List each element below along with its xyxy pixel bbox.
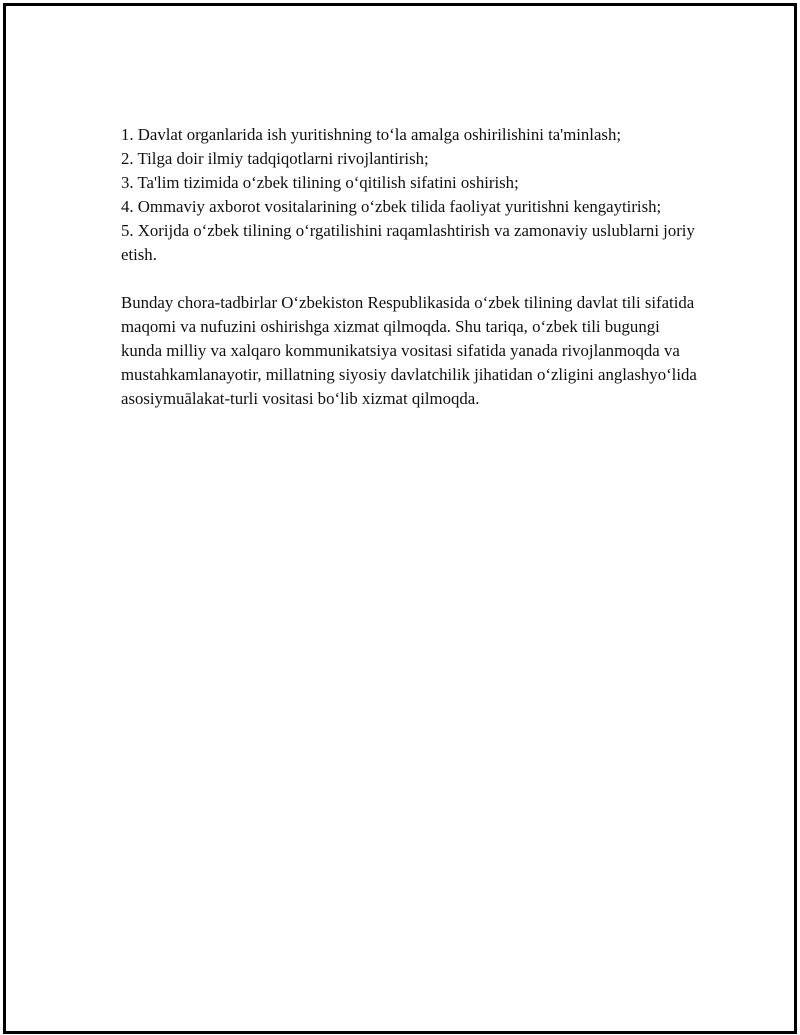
numbered-list [121, 123, 701, 267]
page-frame [3, 3, 797, 1034]
list-item-2: 2. Tilga doir ilmiy tadqiqotlarni rivojlantirish; [121, 149, 429, 168]
body-paragraph: Bunday chora-tadbirlar O‘zbekiston Respublikasida o‘zbek tilining davlat tili sifatida maqomi va nufuzini oshirishga xizmat qilmoqda. Shu tariqa, o‘zbek tili bugungi kunda milliy va xalqaro kommunikatsiya vositasi sifatida yanada rivojlanmoqda va mustahkamlanayotir, millatning siyosiy davlatchilik jihatidan o‘zligini anglashyo‘lida asosiymuālakat-turli vositasi bo‘lib xizmat qilmoqda. [121, 293, 697, 408]
list-item-5: 5. Xorijda o‘zbek tilining o‘rgatilishini raqamlashtirish va zamonaviy uslublarni joriy etish. [121, 221, 695, 264]
document-body [121, 123, 701, 411]
list-item-4: 4. Ommaviy axborot vositalarining o‘zbek tilida faoliyat yuritishni kengaytirish; [121, 197, 662, 216]
list-item-1: 1. Davlat organlarida ish yuritishning to‘la amalga oshirilishini ta'minlash; [121, 125, 622, 144]
list-item-3: 3. Ta'lim tizimida o‘zbek tilining o‘qitilish sifatini oshirish; [121, 173, 519, 192]
